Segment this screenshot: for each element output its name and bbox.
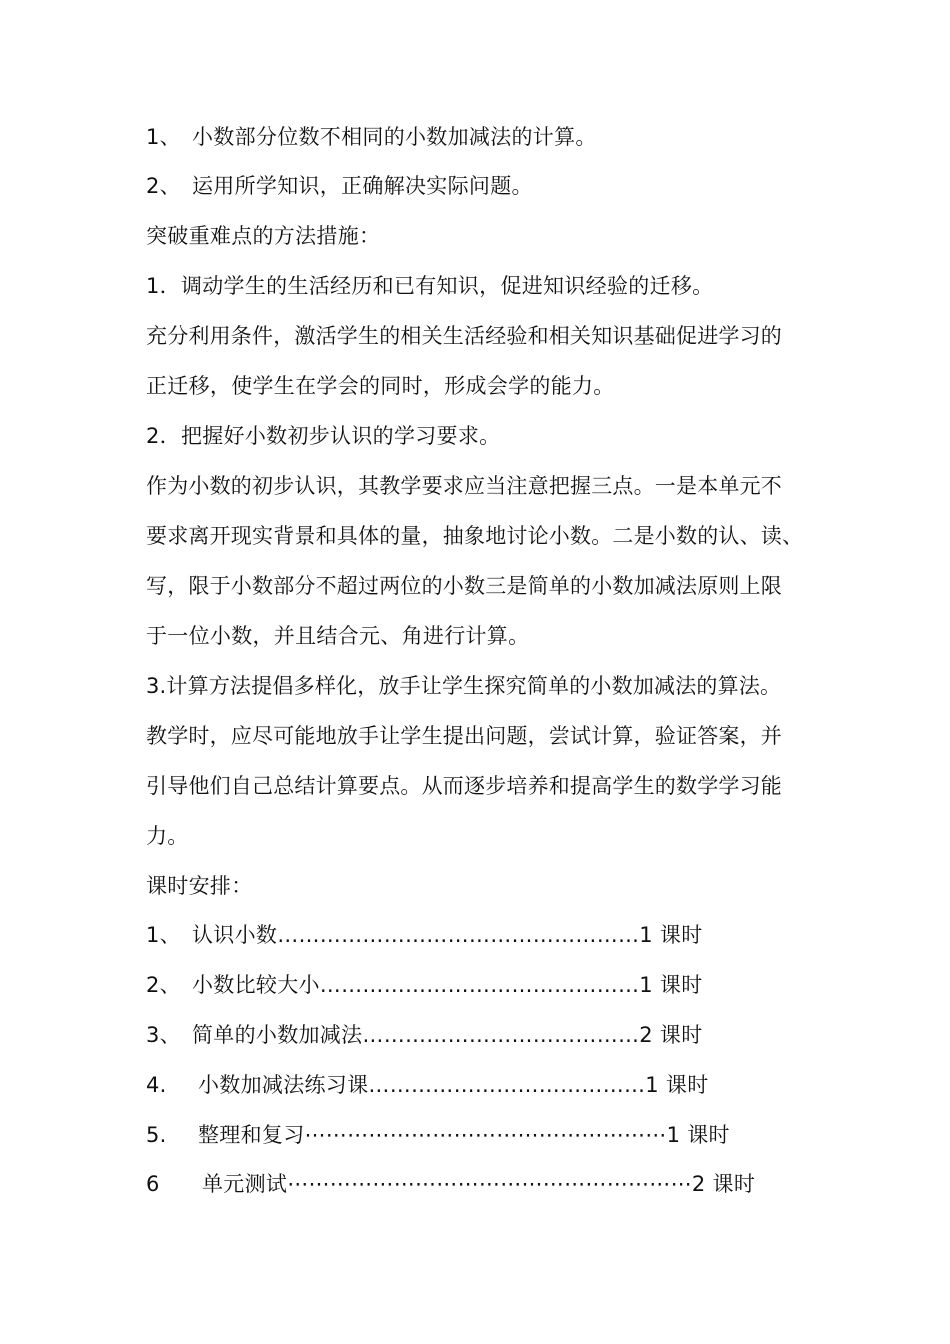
paragraph-line: 力。: [146, 824, 189, 848]
schedule-item: [146, 1020, 703, 1050]
list-number: 2、: [146, 174, 181, 198]
schedule-text: 单元测试⋯⋯⋯⋯⋯⋯⋯⋯⋯⋯⋯⋯⋯⋯⋯⋯⋯⋯⋯2 课时: [202, 1172, 756, 1196]
objective-item-2: [146, 171, 533, 201]
method-heading-1: 1．调动学生的生活经历和已有知识，促进知识经验的迁移。: [146, 274, 714, 298]
schedule-text: 认识小数……………………………………………1 课时: [192, 923, 703, 947]
paragraph-line: 要求离开现实背景和具体的量，抽象地讨论小数。二是小数的认、读、: [146, 524, 804, 548]
schedule-item: [146, 1169, 755, 1199]
paragraph-line: 充分利用条件，激活学生的相关生活经验和相关知识基础促进学习的: [146, 324, 782, 348]
schedule-text: 小数比较大小………………………………………1 课时: [192, 973, 703, 997]
schedule-item: [146, 920, 703, 950]
paragraph-line: 教学时，应尽可能地放手让学生提出问题，尝试计算，验证答案，并: [146, 724, 782, 748]
objective-item-1: [146, 122, 597, 152]
schedule-item: [146, 1120, 730, 1150]
list-number: 1、: [146, 923, 181, 947]
schedule-text: 整理和复习⋯⋯⋯⋯⋯⋯⋯⋯⋯⋯⋯⋯⋯⋯⋯⋯⋯1 课时: [198, 1123, 730, 1147]
schedule-item: [146, 970, 703, 1000]
list-number: 1、: [146, 125, 181, 149]
paragraph-line: 作为小数的初步认识，其教学要求应当注意把握三点。一是本单元不: [146, 474, 782, 498]
paragraph-line: 于一位小数，并且结合元、角进行计算。: [146, 624, 530, 648]
list-number: 5.: [146, 1123, 167, 1147]
paragraph-line: 正迁移，使学生在学会的同时，形成会学的能力。: [146, 374, 615, 398]
method-heading-2: 2．把握好小数初步认识的学习要求。: [146, 424, 501, 448]
schedule-text: 简单的小数加减法…………………………………2 课时: [192, 1023, 703, 1047]
list-text: 小数部分位数不相同的小数加减法的计算。: [192, 125, 597, 149]
list-text: 运用所学知识，正确解决实际问题。: [192, 174, 533, 198]
list-number: 3、: [146, 1023, 181, 1047]
section-heading-schedule: 课时安排：: [146, 874, 253, 898]
paragraph-line: 写，限于小数部分不超过两位的小数三是简单的小数加减法原则上限: [146, 574, 782, 598]
list-number: 2、: [146, 973, 181, 997]
schedule-text: 小数加减法练习课…………………………………1 课时: [198, 1073, 709, 1097]
method-heading-3: 3.计算方法提倡多样化，放手让学生探究简单的小数加减法的算法。: [146, 674, 782, 698]
paragraph-line: 引导他们自己总结计算要点。从而逐步培养和提高学生的数学学习能: [146, 774, 782, 798]
list-number: 6: [146, 1172, 160, 1196]
schedule-item: [146, 1070, 709, 1100]
list-number: 4.: [146, 1073, 167, 1097]
section-heading-methods: 突破重难点的方法措施：: [146, 224, 381, 248]
